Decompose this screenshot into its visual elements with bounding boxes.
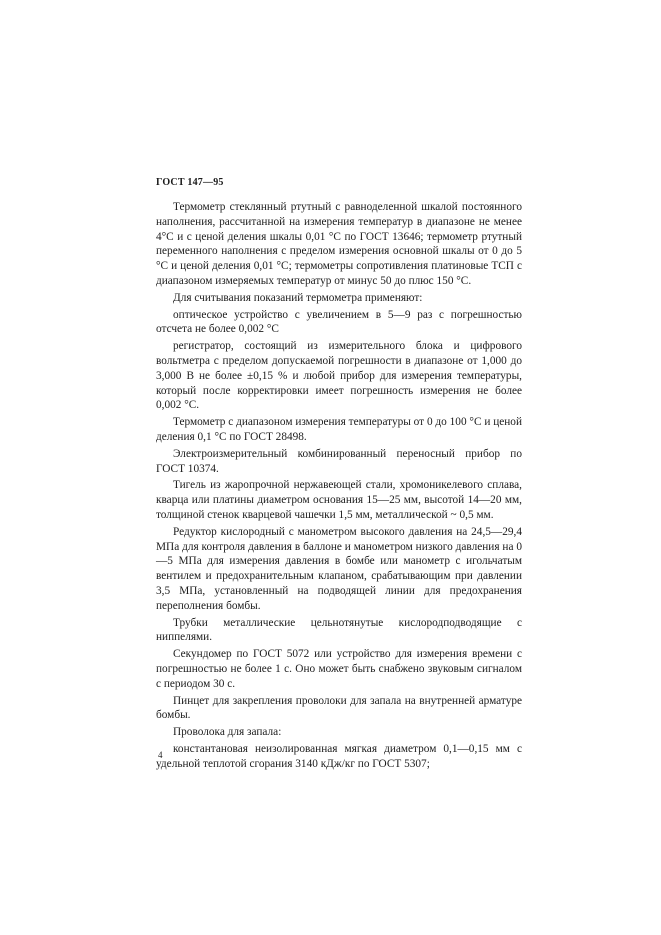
paragraph-stopwatch: Секундомер по ГОСТ 5072 или устройство для измерения времени с погрешностью не более 1 с. Оно может быть снабжено звуковым сигналом с периодом 30 с. [156, 648, 522, 690]
paragraph-reading-intro: Для считывания показаний термометра применяют: [173, 291, 423, 304]
paragraph-thermometer-glass: Термометр стеклянный ртутный с равноделенной шкалой постоянного наполнения, рассчитанной на измерения температур в диапазоне не менее 4°С и с ценой деления шкалы 0,01 °С по ГОСТ 13646; термометр ртутный переменного наполнения с пределом измерения основной шкалы от 0 до 5 °С и ценой деления 0,01 °С; термометры сопротивления платиновые ТСП с диапазоном измеряемых температур от минус 50 до плюс 150 °С. [156, 201, 522, 287]
paragraph-tubes: Трубки металлические цельнотянутые кислородподводящие с ниппелями. [156, 616, 522, 644]
paragraph-thermometer-range: Термометр с диапазоном измерения температуры от 0 до 100 °С и ценой деления 0,1 °С по ГОСТ 28498. [156, 416, 522, 443]
paragraph-oxygen-reducer: Редуктор кислородный с манометром высокого давления на 24,5—29,4 МПа для контроля давления в баллоне и манометром низкого давления на 0—5 МПа для измерения давления в бомбе или манометр с игольчатым вентилем и предохранительным клапаном, срабатывающим при давлении 3,5 МПа, установленный на подводящей линии для предохранения переполнения бомбы. [156, 525, 522, 612]
page-mark: 4 [158, 750, 163, 760]
paragraph-optical-device: оптическое устройство с увеличением в 5—9 раз с погрешностью отсчета не более 0,002 °С [156, 308, 522, 336]
paragraph-tweezers: Пинцет для закрепления проволоки для запала на внутренней арматуре бомбы. [156, 694, 522, 722]
page-header: ГОСТ 147—95 [156, 177, 224, 188]
paragraph-crucible: Тигель из жаропрочной нержавеющей стали, хромоникелевого сплава, кварца или платины диаметром основания 15—25 мм, высотой 14—20 мм, толщиной стенок кварцевой чашечки 1,5 мм, металлической ~ 0,5 мм. [156, 479, 522, 521]
paragraph-measuring-device: Электроизмерительный комбинированный переносный прибор по ГОСТ 10374. [156, 447, 522, 475]
paragraph-recorder: регистратор, состоящий из измерительного блока и цифрового вольтметра с пределом допускаемой погрешности в диапазоне от 1,000 до 3,000 В не более ±0,15 % и любой прибор для измерения температуры, который после корректировки имеет погрешность измерения не более 0,002 °С. [156, 340, 522, 412]
paragraph-constantan-wire: константановая неизолированная мягкая диаметром 0,1—0,15 мм с удельной теплотой сгорания 3140 кДж/кг по ГОСТ 5307; [156, 742, 522, 770]
document-body [156, 200, 522, 773]
paragraph-wire-intro: Проволока для запала: [173, 726, 282, 739]
